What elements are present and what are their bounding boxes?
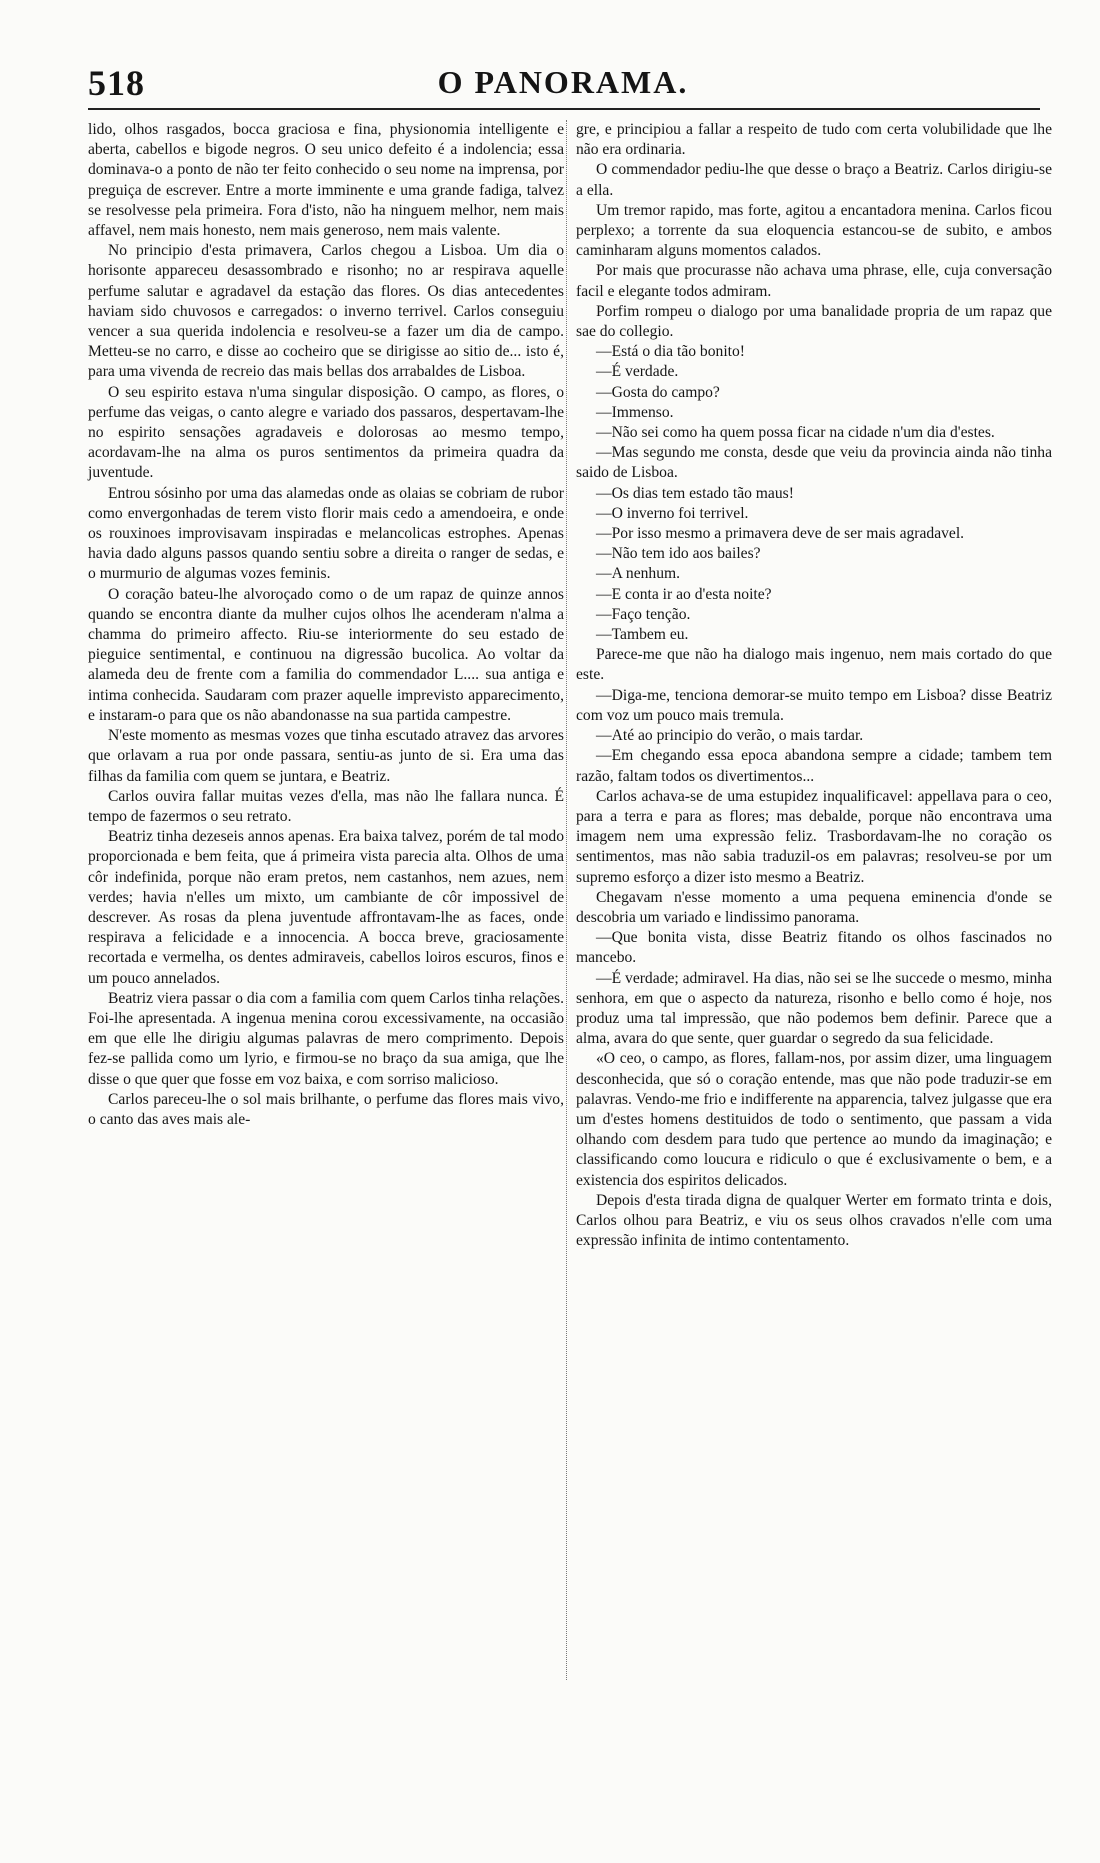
paragraph: —Diga‑me, tenciona demorar‑se muito tempo em Lisboa? disse Beatriz com voz um pouco mais tremula. [576,686,1052,724]
left-column [88,120,564,1130]
paragraph: O commendador pediu‑lhe que desse o braço a Beatriz. Carlos dirigiu‑se a ella. [576,161,1052,199]
paragraph: —Immenso. [596,403,674,421]
paragraph: Depois d'esta tirada digna de qualquer Werter em formato trinta e dois, Carlos olhou para Beatriz, e viu os seus olhos cravados n'elle com uma expressão infinita de intimo contentamento. [576,1191,1052,1250]
paragraph: Parece‑me que não ha dialogo mais ingenuo, nem mais cortado do que este. [576,646,1052,684]
paragraph: —Não tem ido aos bailes? [596,545,761,563]
paragraph: —Está o dia tão bonito! [596,343,745,361]
paragraph: —Mas segundo me consta, desde que veiu da provincia ainda não tinha saido de Lisboa. [576,444,1052,482]
paragraph: Um tremor rapido, mas forte, agitou a encantadora menina. Carlos ficou perplexo; a torrente da sua eloquencia estancou‑se de subito, e ambos caminharam alguns momentos calados. [576,201,1052,260]
paragraph: —Faço tenção. [596,605,691,623]
paragraph: Carlos achava‑se de uma estupidez inqualificavel: appellava para o ceo, para a terra e para as flores; mas debalde, porque não encontrava uma imagem nem uma expressão feliz. Trasbordavam‑lhe no coração os sentimentos, mas não sabia traduzil‑os em palavras; resolveu‑se por um supremo esforço a dizer isto mesmo a Beatriz. [576,787,1052,886]
paragraph: —E conta ir ao d'esta noite? [596,585,772,603]
paragraph: —A nenhum. [596,565,681,583]
paragraph: —Tambem eu. [596,626,689,644]
paragraph: —O inverno foi terrivel. [596,504,749,522]
paragraph: —É verdade. [596,363,679,381]
page-number: 518 [88,63,145,103]
paragraph: —Em chegando essa epoca abandona sempre a cidade; tambem tem razão, faltam todos os divertimentos... [576,747,1052,785]
paragraph: Chegavam n'esse momento a uma pequena eminencia d'onde se descobria um variado e lindissimo panorama. [576,888,1052,926]
paragraph: Beatriz tinha dezeseis annos apenas. Era baixa talvez, porém de tal modo proporcionada e bem feita, que á primeira vista parecia alta. Olhos de uma côr indefinida, porque não eram pretos, nem castanhos, nem azues, nem verdes; havia n'elles um mixto, um cambiante de côr impossivel de descrever. As rosas da plena juventude affrontavam‑lhe as faces, onde respirava a felicidade e a innocencia. A bocca breve, graciosamente recortada e vermelha, os dentes admiraveis, cabellos loiros escuros, finos e um pouco annelados. [88,828,564,987]
paragraph: Beatriz viera passar o dia com a familia com quem Carlos tinha relações. Foi‑lhe apresentada. A ingenua menina corou excessivamente, na occasião em que elle lhe dirigiu algumas palavras de mero comprimento. Depois fez‑se pallida como um lyrio, e firmou‑se no braço da sua amiga, que lhe disse o que quer que fosse em voz baixa, e com sorriso malicioso. [88,989,564,1088]
right-column [576,120,1052,1251]
paragraph: Por mais que procurasse não achava uma phrase, elle, cuja conversação facil e elegante todos admiram. [576,262,1052,300]
paragraph: N'este momento as mesmas vozes que tinha escutado atravez das arvores que orlavam a rua por onde passara, sentiu‑as junto de si. Era uma das filhas da familia com quem se juntara, e Beatriz. [88,727,564,785]
paragraph: «O ceo, o campo, as flores, fallam‑nos, por assim dizer, uma linguagem desconhecida, que só o coração entende, mas que não pode traduzir‑se em palavras. Vendo‑me frio e indifferente na apparencia, talvez julgasse que era um d'estes homens destituidos de todo o sentimento, que passam a vida olhando com desdem para tudo que pertence ao mundo da imaginação; e classificando como loucura e ridiculo o que é exclusivamente o bem, e a existencia dos espiritos delicados. [576,1050,1052,1189]
paragraph: —Não sei como ha quem possa ficar na cidade n'um dia d'estes. [596,424,995,442]
paragraph: O coração bateu‑lhe alvoroçado como o de um rapaz de quinze annos quando se encontra diante da mulher cujos olhos lhe acenderam n'alma a chamma do primeiro affecto. Riu‑se interiormente do seu estado de pieguice sentimental, e continuou na digressão bucolica. Ao voltar da alameda deu de frente com a familia do commendador L.... sua antiga e intima conhecida. Saudaram com prazer aquelle imprevisto apparecimento, e instaram‑o para que os não abandonasse na sua partida campestre. [88,585,564,724]
paragraph: —Por isso mesmo a primavera deve de ser mais agradavel. [596,525,965,543]
paragraph: Carlos ouvira fallar muitas vezes d'ella, mas não lhe fallara nunca. É tempo de fazermos o seu retrato. [88,787,564,825]
paragraph: —Até ao principio do verão, o mais tardar. [596,727,864,745]
paragraph: —Os dias tem estado tão maus! [596,484,794,502]
paragraph: —Que bonita vista, disse Beatriz fitando os olhos fascinados no mancebo. [576,929,1052,967]
column-divider [566,120,567,1680]
continued-paragraph: lido, olhos rasgados, bocca graciosa e fina, physionomia intelligente e aberta, cabellos e bigode negros. O seu unico defeito é a indolencia; essa dominava‑o a ponto de não ter feito conhecido o seu nome na imprensa, por preguiça de escrever. Entre a morte imminente e uma grande fadiga, talvez se resolvesse pela primeira. Fora d'isto, não ha ninguem melhor, nem mais affavel, nem mais honesto, nem mais generoso, nem mais valente. [88,121,564,240]
paragraph: Porfim rompeu o dialogo por uma banalidade propria de um rapaz que sae do collegio. [576,302,1052,341]
header-rule [88,108,1040,110]
continued-paragraph: gre, e principiou a fallar a respeito de tudo com certa volubilidade que lhe não era ordinaria. [576,121,1052,159]
paragraph: O seu espirito estava n'uma singular disposição. O campo, as flores, o perfume das veigas, o canto alegre e variado dos passaros, despertavam‑lhe no espirito sensações agradaveis e dolorosas ao mesmo tempo, acordavam‑lhe na alma os puros sentimentos da primeira quadra da juventude. [88,383,564,482]
paragraph: —É verdade; admiravel. Ha dias, não sei se lhe succede o mesmo, minha senhora, em que o aspecto da natureza, risonho e bello como é hoje, nos produz uma tal impressão, que não podemos bem definir. Parece que a alma, avara do que sente, quer guardar o segredo da sua felicidade. [576,969,1052,1048]
paragraph: Carlos pareceu‑lhe o sol mais brilhante, o perfume das flores mais vivo, o canto das aves mais ale‑ [88,1090,564,1128]
paragraph: Entrou sósinho por uma das alamedas onde as olaias se cobriam de rubor como envergonhadas de terem visto florir mais cedo a amendoeira, e onde os rouxinoes improvisavam inspiradas e melancolicas estrophes. Apenas havia dado alguns passos quando sentiu sobre a direita o ranger de sedas, e o murmurio de algumas vozes feminis. [88,484,564,583]
page-header [88,62,1038,106]
journal-title: O PANORAMA. [437,64,689,100]
paragraph: —Gosta do campo? [596,383,720,401]
paragraph: No principio d'esta primavera, Carlos chegou a Lisboa. Um dia o horisonte appareceu desassombrado e risonho; no ar respirava aquelle perfume salutar e agradavel da estação das flores. Os dias antecedentes haviam sido chuvosos e carregados: o inverno terrivel. Carlos conseguiu vencer a sua querida indolencia e resolveu‑se a fazer um dia de campo. Metteu‑se no carro, e disse ao cocheiro que se dirigisse ao sitio de... isto é, para uma vivenda de recreio das mais bellas dos arrabaldes de Lisboa. [88,242,564,381]
